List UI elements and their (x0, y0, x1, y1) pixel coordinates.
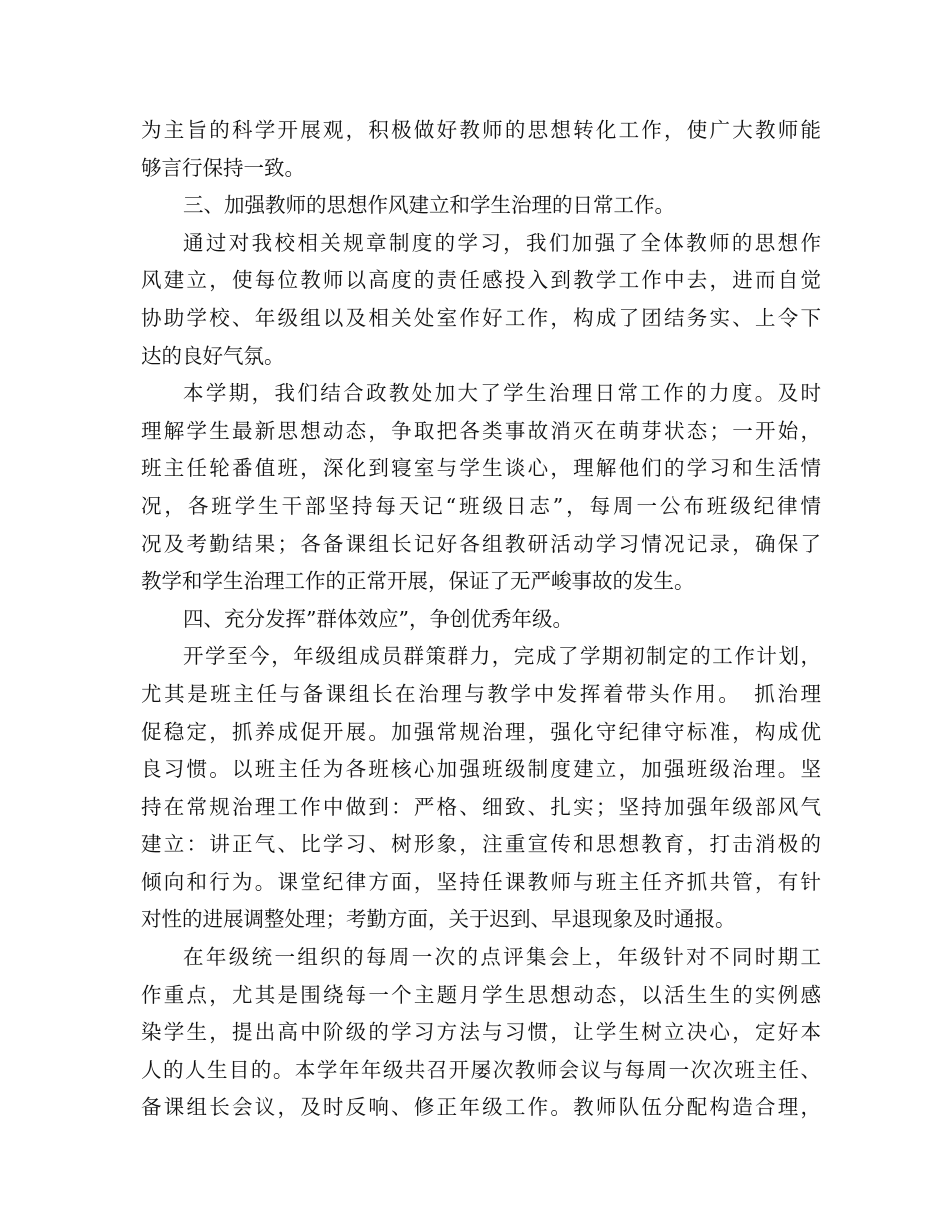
text-line: 开学至今，年级组成员群策群力，完成了学期初制定的工作计划， (183, 644, 821, 669)
text-line: 作重点，尤其是围绕每一个主题月学生思想动态，以活生生的实例感 (141, 982, 821, 1007)
text-line: 建立：讲正气、比学习、树形象，注重宣传和思想教育，打击消极的 (141, 832, 821, 857)
text-line: 风建立，使每位教师以高度的责任感投入到教学工作中去，进而自觉 (141, 268, 821, 293)
text-line: 良习惯。以班主任为各班核心加强班级制度建立，加强班级治理。坚 (141, 757, 821, 782)
text-line: 在年级统一组织的每周一次的点评集会上，年级针对不同时期工 (183, 945, 821, 970)
text-line: 班主任轮番值班，深化到寝室与学生谈心，理解他们的学习和生活情 (141, 456, 821, 481)
text-line: 对性的进展调整处理；考勤方面，关于迟到、早退现象及时通报。 (141, 907, 736, 932)
text-line: 本学期，我们结合政教处加大了学生治理日常工作的力度。及时 (183, 381, 821, 406)
section-heading: 四、充分发挥”群体效应”，争创优秀年级。 (183, 606, 573, 631)
text-line: 通过对我校相关规章制度的学习，我们加强了全体教师的思想作 (183, 230, 821, 255)
text-line: 协助学校、年级组以及相关处室作好工作，构成了团结务实、上令下 (141, 305, 821, 330)
text-line: 促稳定，抓养成促开展。加强常规治理，强化守纪律守标准，构成优 (141, 719, 821, 744)
text-line: 况及考勤结果；各备课组长记好各组教研活动学习情况记录，确保了 (141, 531, 821, 556)
section-heading: 三、加强教师的思想作风建立和学生治理的日常工作。 (183, 193, 675, 218)
text-line: 染学生，提出高中阶级的学习方法与习惯，让学生树立决心，定好本 (141, 1020, 821, 1045)
text-line: 持在常规治理工作中做到：严格、细致、扎实；坚持加强年级部风气 (141, 794, 821, 819)
text-line: 理解学生最新思想动态，争取把各类事故消灭在萌芽状态；一开始， (141, 418, 821, 443)
text-line: 为主旨的科学开展观，积极做好教师的思想转化工作，使广大教师能 (141, 118, 821, 142)
text-line: 倾向和行为。课堂纪律方面，坚持任课教师与班主任齐抓共管，有针 (141, 869, 821, 894)
text-line: 况，各班学生干部坚持每天记“班级日志”，每周一公布班级纪律情 (141, 493, 821, 518)
text-line: 人的人生目的。本学年年级共召开屡次教师会议与每周一次次班主任、 (141, 1057, 821, 1082)
text-line: 够言行保持一致。 (141, 155, 305, 180)
text-line: 教学和学生治理工作的正常开展，保证了无严峻事故的发生。 (141, 569, 695, 594)
text-line: 达的良好气氛。 (141, 343, 285, 368)
text-line: 尤其是班主任与备课组长在治理与教学中发挥着带头作用。 抓治理 (141, 681, 821, 706)
text-line: 备课组长会议，及时反响、修正年级工作。教师队伍分配构造合理， (141, 1095, 821, 1120)
document-body (141, 112, 821, 1127)
